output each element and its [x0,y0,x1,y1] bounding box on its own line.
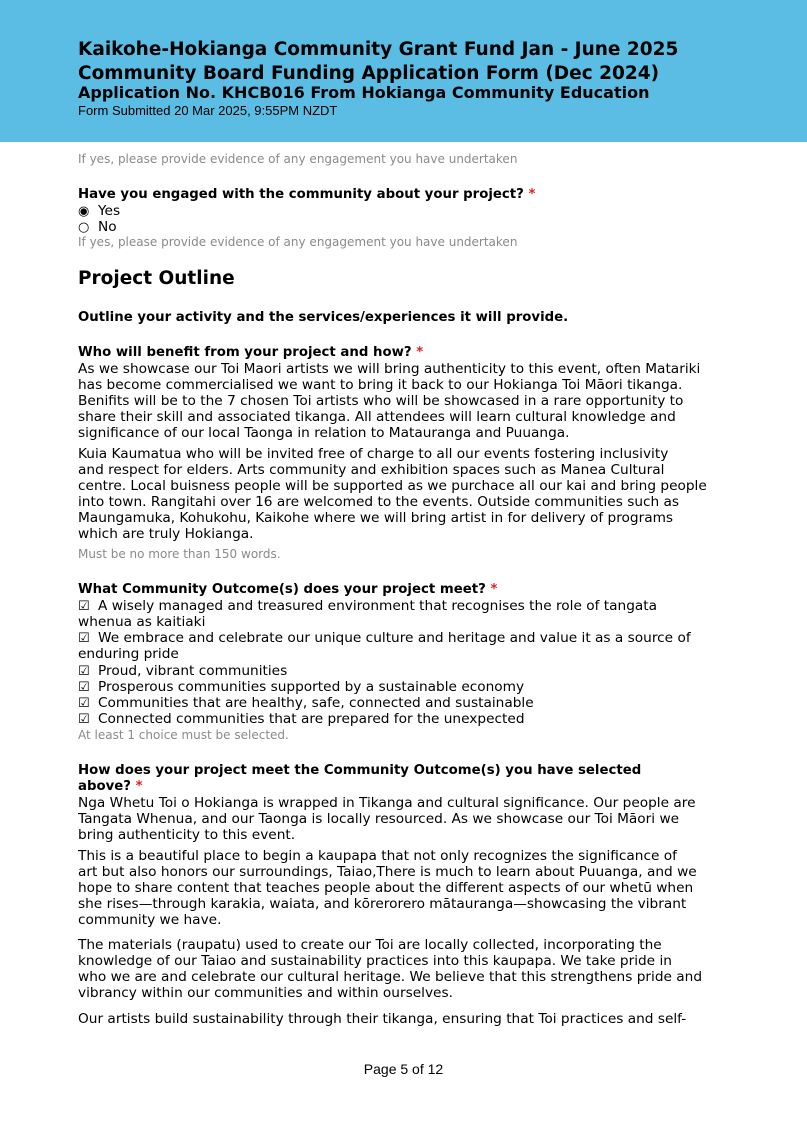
checkbox-checked-icon: ☑ [78,680,90,695]
outcome-label: Connected communities that are prepared for the unexpected [98,711,525,727]
how-answer-line: This is a beautiful place to begin a kaupapa that not only recognizes the significance of [78,848,677,864]
outcome-label: We embrace and celebrate our unique culture and heritage and value it as a source of [98,630,691,646]
how-answer-line: Our artists build sustainability through their tikanga, ensuring that Toi practices and self- [78,1011,687,1027]
benefit-question-text: Who will benefit from your project and how? [78,345,412,360]
checkbox-checked-icon: ☑ [78,599,90,614]
benefit-answer-line: Maungamuka, Kohukohu, Kaikohe where we will bring artist in for delivery of programs [78,510,674,526]
benefit-answer-line: Benifits will be to the 7 chosen Toi artists who will be showcased in a rare opportunity to [78,393,684,409]
outcome-checkbox-healthy-safe[interactable] [78,695,534,712]
how-question-line-2 [78,778,143,795]
form-header [0,0,807,142]
engagement-hint-bottom: If yes, please provide evidence of any engagement you have undertaken [78,235,518,249]
how-answer-line: Nga Whetu Toi o Hokianga is wrapped in Tikanga and cultural significance. Our people are [78,795,696,811]
radio-selected-icon: ◉ [78,204,90,219]
required-asterisk: * [528,187,536,202]
radio-unselected-icon: ○ [78,220,90,235]
benefit-answer-line: into town. Rangitahi over 16 are welcomed to the events. Outside communities such as [78,494,680,510]
outcome-label-continued: whenua as kaitiaki [78,614,206,630]
how-answer-line: The materials (raupatu) used to create our Toi are locally collected, incorporating the [78,937,662,953]
outcome-label: Proud, vibrant communities [98,663,288,679]
outcome-checkbox-culture[interactable] [78,630,691,647]
outcome-label: Prosperous communities supported by a sustainable economy [98,679,525,695]
checkbox-checked-icon: ☑ [78,696,90,711]
outcomes-question-text: What Community Outcome(s) does your project meet? [78,582,486,597]
checkbox-checked-icon: ☑ [78,631,90,646]
radio-label-no: No [98,219,117,235]
outcome-checkbox-proud-vibrant[interactable] [78,663,287,680]
how-answer-line: vibrancy within our communities and within ourselves. [78,985,453,1001]
benefit-answer-line: which are truly Hokianga. [78,526,254,542]
submitted-timestamp: Form Submitted 20 Mar 2025, 9:55PM NZDT [78,103,338,118]
checkbox-checked-icon: ☑ [78,712,90,727]
outcome-checkbox-connected[interactable] [78,711,525,728]
how-answer-line: Tangata Whenua, and our Taonga is locally resourced. As we showcase our Toi Māori we [78,811,680,827]
how-answer-line: who we are and celebrate our cultural heritage. We believe that this strengthens pride and [78,969,703,985]
engagement-hint-top: If yes, please provide evidence of any engagement you have undertaken [78,152,518,166]
checkbox-checked-icon: ☑ [78,664,90,679]
benefit-answer-line: and respect for elders. Arts community and exhibition spaces such as Manea Cultural [78,462,665,478]
benefit-answer-line: Kuia Kaumatua who will be invited free of charge to all our events fostering inclusivity [78,446,669,462]
outcome-label: A wisely managed and treasured environment that recognises the role of tangata [98,598,658,614]
required-asterisk: * [135,779,143,794]
form-title-line-1: Kaikohe-Hokianga Community Grant Fund Jan - June 2025 [78,39,679,60]
how-question-text: above? [78,779,132,794]
benefit-answer-line: has become commercialised we want to bring it back to our Hokianga Toi Māori tikanga. [78,377,683,393]
benefit-question [78,344,423,361]
application-number: Application No. KHCB016 From Hokianga Community Education [78,83,650,102]
how-answer-line: knowledge of our Taiao and sustainability practices into this kaupapa. We take pride in [78,953,672,969]
page-number: Page 5 of 12 [363,1061,444,1077]
section-heading-project-outline: Project Outline [78,268,235,289]
outcome-label-continued: enduring pride [78,646,179,662]
benefit-answer-line: centre. Local buisness people will be supported as we purchace all our kai and bring people [78,478,707,494]
engagement-question [78,186,536,203]
required-asterisk: * [490,582,498,597]
outcomes-selection-hint: At least 1 choice must be selected. [78,728,289,742]
outcome-checkbox-prosperous[interactable] [78,679,524,696]
how-answer-line: hope to share content that teaches people about the different aspects of our whetū when [78,880,694,896]
how-answer-line: art but also honors our surroundings, Taiao,There is much to learn about Puuanga, and we [78,864,697,880]
required-asterisk: * [416,345,424,360]
outline-subheading: Outline your activity and the services/experiences it will provide. [78,310,569,325]
engagement-question-text: Have you engaged with the community about your project? [78,187,524,202]
benefit-answer-line: share their skill and associated tikanga. All attendees will learn cultural knowledge and [78,409,676,425]
outcomes-question [78,581,497,598]
how-answer-line: bring authenticity to this event. [78,827,296,843]
radio-option-no[interactable] [78,219,117,236]
benefit-word-limit-hint: Must be no more than 150 words. [78,547,281,561]
how-answer-line: community we have. [78,912,222,928]
form-title-line-2: Community Board Funding Application Form (Dec 2024) [78,63,660,84]
benefit-answer-line: As we showcase our Toi Maori artists we will bring authenticity to this event, often Matariki [78,361,701,377]
radio-label-yes: Yes [98,203,121,219]
outcome-checkbox-environment[interactable] [78,598,657,615]
radio-option-yes[interactable] [78,203,120,220]
how-question-line-1: How does your project meet the Community Outcome(s) you have selected [78,763,642,778]
how-answer-line: she rises—through karakia, waiata, and kōrerorero mātauranga—showcasing the vibrant [78,896,687,912]
benefit-answer-line: significance of our local Taonga in relation to Matauranga and Puuanga. [78,425,570,441]
outcome-label: Communities that are healthy, safe, connected and sustainable [98,695,534,711]
